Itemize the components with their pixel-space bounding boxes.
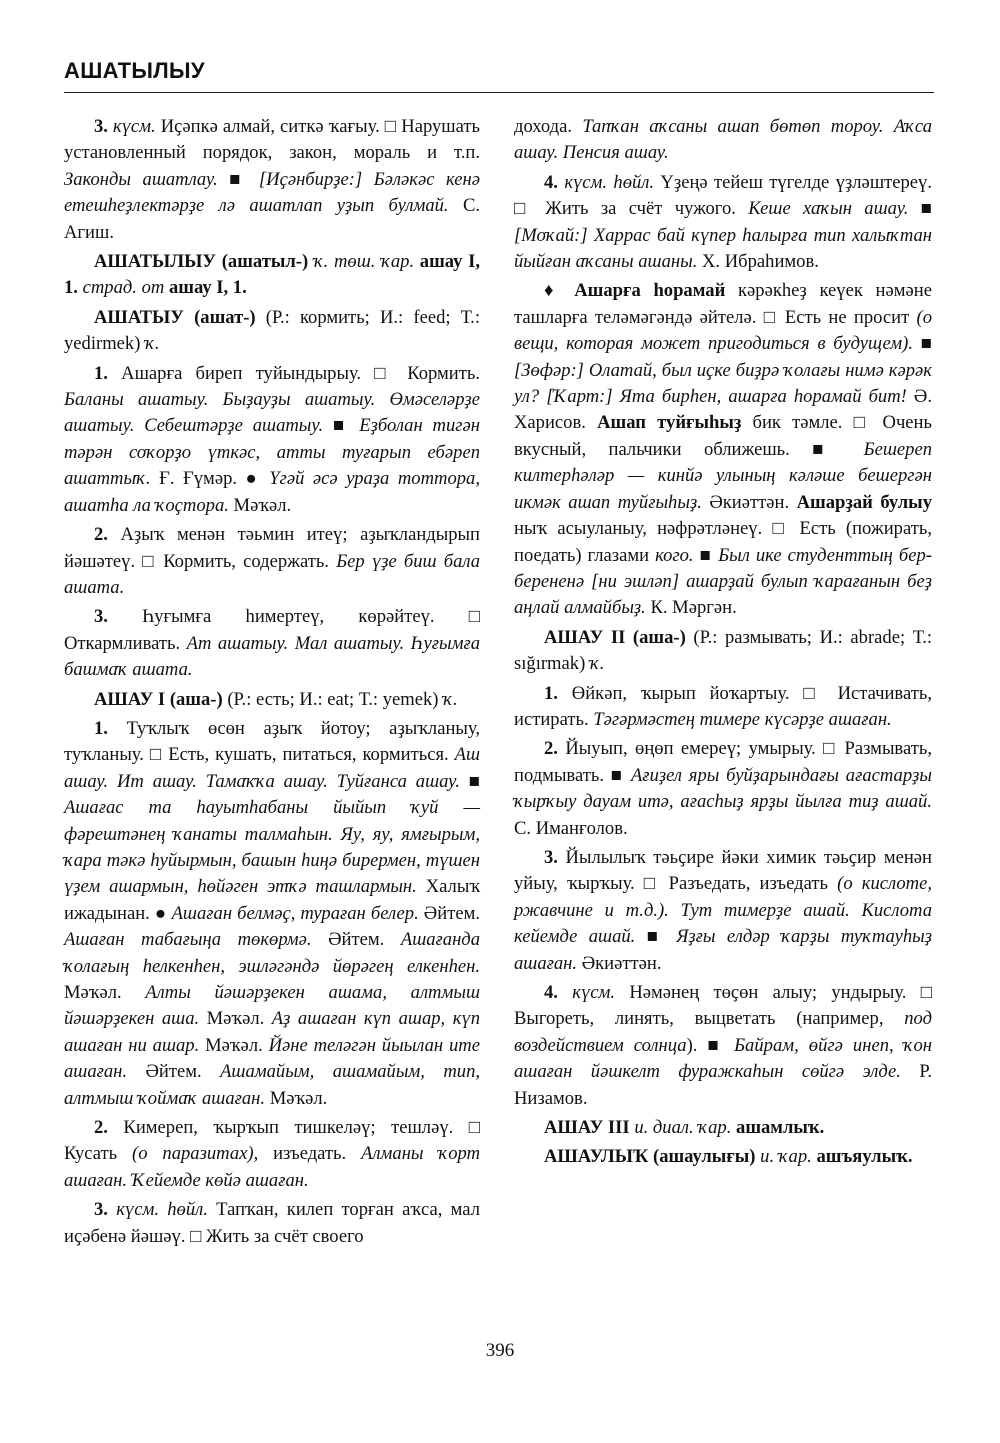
page-header-title: АШАТЫЛЫУ: [64, 58, 205, 83]
dictionary-paragraph: 3. күсм. һөйл. Тапҡан, килеп торған аҡса, мал иҫәбенә йәшәү. □ Жить за счёт своего: [64, 1199, 480, 1247]
dictionary-paragraph: АШАУ I (аша-) (Р.: есть; И.: eat; Т.: yemek) ҡ.: [94, 688, 458, 710]
right-column: [514, 114, 932, 1174]
dictionary-paragraph: АШАТЫЛЫУ (ашатыл-) ҡ. төш. ҡар. ашау I, 1. страд. от ашау I, 1.: [64, 251, 480, 299]
left-column: [64, 114, 480, 1253]
dictionary-paragraph: 2. Аҙыҡ менән тәьмин итеү; аҙыҡландырып йәшәтеү. □ Кормить, содержать. Бер үҙе биш бала ашата.: [64, 524, 481, 598]
dictionary-paragraph: АШАТЫУ (ашат-) (Р.: кормить; И.: feed; Т.: yedirmek) ҡ.: [64, 306, 480, 355]
dictionary-paragraph: 3. Йылылыҡ тәьҫире йәки химик тәьҫир менән уйыу, ҡырҡыу. □ Разъедать, изъедать (о кислоте, ржавчине и т.д.). Тут тимерҙе ашай. Кислота кейемде ашай. ■ Яҙғы елдәр ҡарҙы туҡтауһыҙ ашаған. Әкиәттән.: [514, 846, 932, 974]
dictionary-paragraph: 1. Өйкәп, ҡырып йоҡартыу. □ Истачивать, истирать. Тәгәрмәстең тимере күсәрҙе ашаған.: [514, 682, 932, 730]
dictionary-paragraph: 1. Ашарға биреп туйындырыу. □ Кормить. Баланы ашатыу. Быҙауҙы ашатыу. Өмәселәрҙе ашатыу. Себештәрҙе ашатыу. ■ Еҙболан тигән тәрән соҡорҙо үткәс, атты туғарып ебәреп ашаттыҡ. Ғ. Ғүмәр. ● Үгәй әсә ураҙа тоттора, ашатһа ла ҡоҫтора. Мәҡәл.: [64, 362, 481, 516]
dictionary-paragraph: 2. Кимереп, ҡырҡып тишкеләү; тешләү. □ Кусать (о паразитах), изъедать. Алманы ҡорт ашаған. Ҡейемде көйә ашаған.: [64, 1117, 480, 1191]
page-number: 396: [485, 1340, 515, 1361]
dictionary-paragraph: 4. күсм. һөйл. Үҙеңә тейеш түгелде үҙләштереү. □ Жить за счёт чужого. Кеше хаҡын ашау. ■ [Моҡай:] Харрас бай күпер һалырға тип халыҡтан йыйған аҡсаны ашаны. Х. Ибраһимов.: [514, 171, 933, 273]
dictionary-paragraph: АШАУЛЫҠ (ашаулығы) и. ҡар. ашъяулыҡ.: [544, 1146, 913, 1168]
dictionary-paragraph: 3. Һуғымға һимертеү, көрәйтеү. □ Откармливать. Ат ашатыу. Мал ашатыу. Һуғымға башмаҡ ашата.: [64, 606, 480, 681]
dictionary-paragraph: 3. күсм. Иҫәпкә алмай, ситкә ҡағыу. □ Нарушать установленный порядок, закон, мораль и т.п. Законды ашатлау. ■ [Иҫәнбирҙе:] Бәләкәс кенә етешһеҙлектәрҙе лә ашатлап уҙып булмай. С. Агиш.: [64, 116, 480, 243]
dictionary-paragraph: 4. күсм. Нәмәнең төҫөн алыу; ундырыу. □ Выгореть, линять, выцветать (например, под воздействием солнца). ■ Байрам, өйгә инеп, ҡон ашаған йәшкелт фуражкаһын сөйгә элде. Р. Низамов.: [514, 982, 932, 1109]
dictionary-paragraph: АШАУ II (аша-) (Р.: размывать; И.: abrade; Т.: sığırmak) ҡ.: [514, 626, 933, 675]
header-rule: [64, 92, 934, 93]
dictionary-paragraph: ♦ Ашарға һорамай кәрәкһеҙ кеүек нәмәне ташларға теләмәгәндә әйтелә. □ Есть не просит (о вещи, которая может пригодиться в будущем). ■ [Зөфәр:] Олатай, был иҫке биҙрә ҡолағы нимә кәрәк ул? [Ҡарт:] Ята бирһен, ашарға һорамай бит! Ә. Харисов. Ашап туйғыһыҙ бик тәмле. □ Очень вкусный, пальчики оближешь. ■ Бешереп килтерһәләр — кинйә улының кәләше бешергән икмәк ашап туйғыһыҙ. Әкиәттән. Ашарҙай булыу ныҡ асыуланыу, нәфрәтләнеү. □ Есть (пожирать, поедать) глазами кого. ■ Был ике студенттың бер-берененә [ни эшләп] ашарҙай булып ҡарағанын беҙ аңлай алмайбыҙ. К. Мәргән.: [514, 280, 932, 619]
dictionary-paragraph: 1. Туҡлыҡ өсөн аҙыҡ йотоу; аҙыҡланыу, туҡланыу. □ Есть, кушать, питаться, кормиться. Аш ашау. Ит ашау. Тамаҡҡа ашау. Туйғанса ашау. ■ Ашағас та һауытһабаны йыйып ҡуй — фәрештәнең ҡанаты талмаһын. Яу, яу, ямғырым, ҡара тәкә һуйырмын, башын һиңә бирермен, түшен үҙем ашармын, һөйәген этҡә ташлармын. Халыҡ ижадынан. ● Ашаған белмәҫ, тураған белер. Әйтем. Ашаған табағыңа төкөрмә. Әйтем. Ашағанда ҡолағың һелкенһен, эшләгәндә йөрәгең елкенһен. Мәҡәл. Алты йәшәрҙекен ашама, алтмыш йәшәрҙекен аша. Мәҡәл. Аҙ ашаған күп ашар, күп ашаған ни ашар. Мәҡәл. Йәне теләгән йыылан ите ашаған. Әйтем. Ашамайым, ашамайым, тип, алтмыш ҡоймаҡ ашаған. Мәҡәл.: [64, 717, 481, 1109]
dictionary-paragraph: АШАУ III и. диал. ҡар. ашамлыҡ.: [544, 1117, 825, 1139]
dictionary-paragraph: 2. Йыуып, өңөп емереү; умырыу. □ Размывать, подмывать. ■ Ағиҙел яры буйҙарындағы ағастарҙы ҡырҡыу дауам итә, ағасһыҙ ярҙы йылға тиҙ ашай. С. Иманғолов.: [514, 738, 932, 839]
dictionary-paragraph: дохода. Тапҡан аҡсаны ашап бөтөп тороу. Аҡса ашау. Пенсия ашау.: [514, 116, 932, 164]
